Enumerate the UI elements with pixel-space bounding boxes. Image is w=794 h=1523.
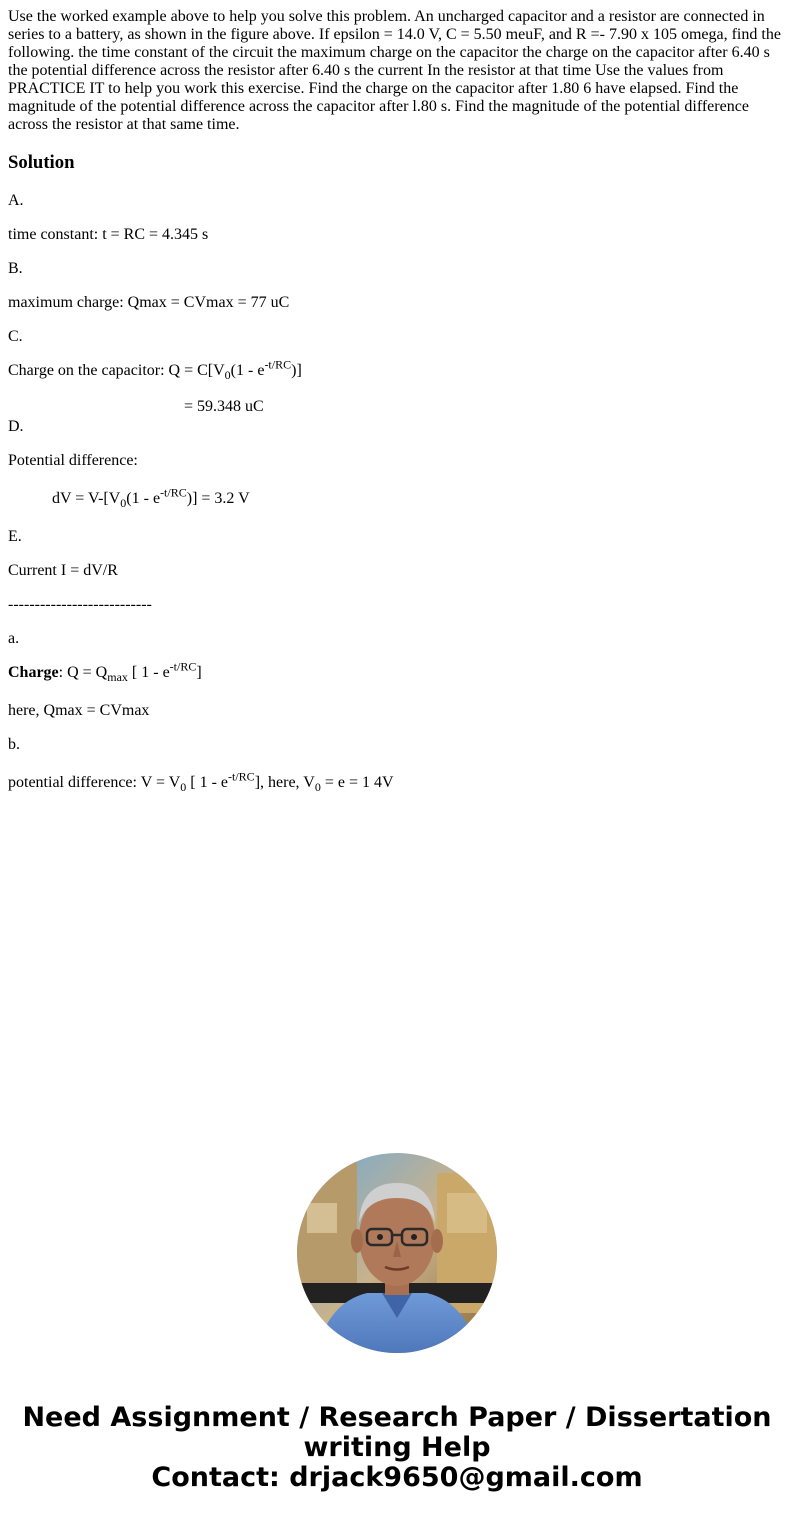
author-photo [297,1153,497,1353]
part-c-formula [8,357,786,383]
part-la-formula [8,659,786,685]
part-d-intro: Potential difference: [8,452,138,469]
part-a-answer: time constant: t = RC = 4.345 s [8,226,209,243]
part-e-label: E. [8,528,22,545]
lb-formula-sub: 0 [180,780,187,795]
d-formula-sup: -t/RC [160,485,187,500]
part-lb-formula [8,769,786,795]
part-la-here: here, Qmax = CVmax [8,702,150,719]
c-formula-mid: (1 - e [230,362,265,379]
lb-formula-mid2: ], here, V [254,774,315,791]
la-formula-sub: max [107,670,128,685]
lb-formula-prefix: potential difference: V = V [8,774,181,791]
lb-formula-mid: [ 1 - e [186,774,229,791]
footer-banner [0,1403,794,1493]
part-a-label: A. [8,192,24,209]
c-formula-sup: -t/RC [264,357,292,372]
la-formula-sup: -t/RC [169,659,197,674]
part-la-label: a. [8,630,20,647]
footer-line-2: writing Help [303,1432,491,1463]
part-b-label: B. [8,260,23,277]
part-c-result: = 59.348 uC [184,398,264,415]
c-formula-sub: 0 [224,368,231,383]
lb-formula-sup: -t/RC [228,769,255,784]
part-lb-label: b. [8,736,20,753]
d-formula-prefix: dV = V-[V [52,490,121,507]
la-formula-end: ] [196,664,202,681]
part-d-formula [8,485,786,511]
lb-formula-end: = e = 1 4V [320,774,394,791]
footer-line-1: Need Assignment / Research Paper / Dissertation [22,1402,772,1433]
d-formula-mid: (1 - e [126,490,161,507]
portrait-illustration [297,1153,497,1353]
lb-formula-sub2: 0 [314,780,321,795]
part-e-answer: Current I = dV/R [8,562,118,579]
d-formula-sub: 0 [120,496,127,511]
la-bold-word: Charge [8,664,59,681]
problem-statement: Use the worked example above to help you solve this problem. An uncharged capacitor and a resistor are connected in series to a battery, as shown in the figure above. If epsilon = 14.0 V, C = 5.50 meuF, and R =- 7.90 x 105 omega, find the following. the time constant of the circuit the maximum charge on the capacitor the charge on the capacitor after 6.40 s the potential difference across the resistor after 6.40 s the current In the resistor at that time Use the values from PRACTICE IT to help you work this exercise. Find the charge on the capacitor after 1.80 6 have elapsed. Find the magnitude of the potential difference across the capacitor after l.80 s. Find the magnitude of the potential difference across the resistor at that same time. [8,8,781,133]
d-formula-end: )] = 3.2 V [186,490,250,507]
part-d-label: D. [8,418,24,435]
la-formula-prefix: : Q = Q [58,664,108,681]
part-b-answer: maximum charge: Qmax = CVmax = 77 uC [8,294,290,311]
la-formula-mid: [ 1 - e [127,664,170,681]
footer-contact: Contact: drjack9650@gmail.com [151,1462,643,1493]
part-c-label: C. [8,328,23,345]
solution-heading: Solution [8,152,75,173]
c-formula-prefix: Charge on the capacitor: Q = C[V [8,362,225,379]
c-formula-end: )] [291,362,302,379]
separator-line: --------------------------- [8,596,152,613]
